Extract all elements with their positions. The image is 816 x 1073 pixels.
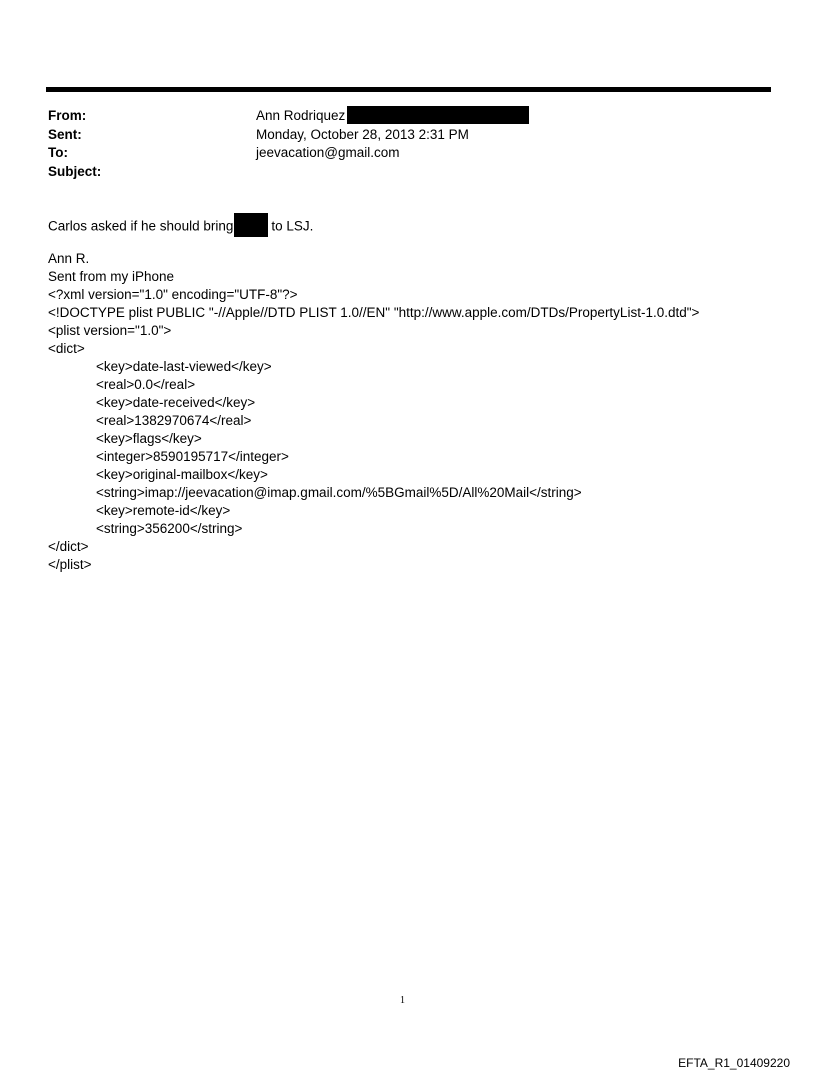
plist-line: <key>date-last-viewed</key>	[96, 359, 272, 374]
plist-line: <real>1382970674</real>	[96, 413, 252, 428]
plist-line: <string>imap://jeevacation@imap.gmail.com/%5BGmail%5D/All%20Mail</string>	[96, 485, 582, 500]
subject-label: Subject:	[48, 163, 102, 179]
plist-line: <real>0.0</real>	[96, 377, 196, 392]
plist-line: <dict>	[48, 341, 85, 356]
email-header	[48, 107, 748, 181]
subject-row	[48, 163, 748, 182]
from-label: From:	[48, 108, 87, 123]
to-row	[48, 144, 748, 163]
plist-line: <string>356200</string>	[96, 521, 243, 536]
email-body	[48, 215, 788, 574]
body-text-after: to LSJ.	[271, 218, 314, 234]
to-value: jeevacation@gmail.com	[256, 145, 400, 160]
plist-line: <?xml version="1.0" encoding="UTF-8"?>	[48, 287, 298, 302]
from-name: Ann Rodriquez	[256, 108, 346, 123]
document-id: EFTA_R1_01409220	[678, 1056, 790, 1070]
plist-line: <key>flags</key>	[96, 431, 202, 446]
plist-line: <key>date-received</key>	[96, 395, 256, 410]
signature-name: Ann R.	[48, 251, 90, 266]
plist-line: </dict>	[48, 539, 89, 554]
inline-redaction-box	[234, 213, 268, 237]
page-number: 1	[400, 995, 405, 1006]
plist-line: <key>original-mailbox</key>	[96, 467, 268, 482]
from-row	[48, 107, 748, 126]
plist-line: <!DOCTYPE plist PUBLIC "-//Apple//DTD PLIST 1.0//EN" "http://www.apple.com/DTDs/PropertyList-1.0.dtd">	[48, 305, 700, 320]
sent-label: Sent:	[48, 126, 82, 142]
plist-line: <key>remote-id</key>	[96, 503, 231, 518]
body-line	[48, 215, 788, 233]
sent-value: Monday, October 28, 2013 2:31 PM	[256, 126, 469, 142]
top-rule	[46, 87, 771, 92]
signature-device: Sent from my iPhone	[48, 269, 175, 284]
plist-line: <plist version="1.0">	[48, 323, 172, 338]
redaction-box	[347, 106, 529, 124]
to-label: To:	[48, 145, 68, 160]
from-value	[256, 107, 529, 126]
sent-row	[48, 126, 748, 145]
body-text-before: Carlos asked if he should bring	[48, 218, 234, 234]
plist-line: </plist>	[48, 557, 92, 572]
subject-redaction-box	[201, 161, 255, 180]
plist-line: <integer>8590195717</integer>	[96, 449, 289, 464]
